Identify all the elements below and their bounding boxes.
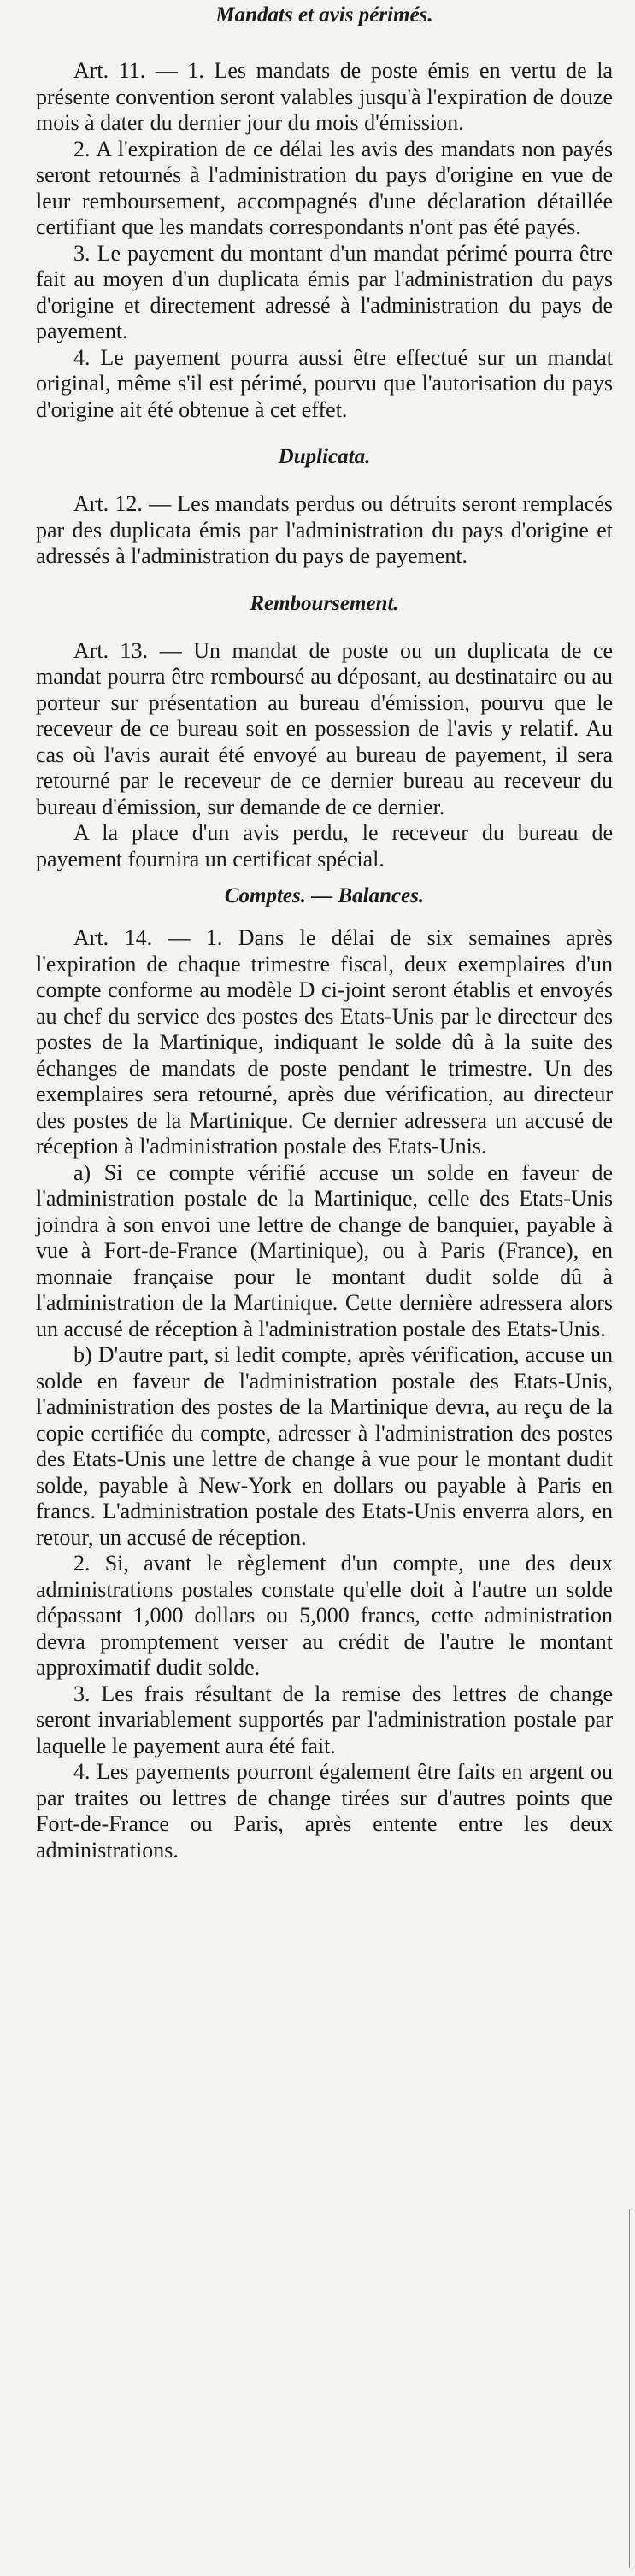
paragraph-art-14-b: b) D'autre part, si ledit compte, après vérification, accuse un solde en faveur de l'administration postale des Etats-Unis, l'administration des postes de la Martinique devra, au reçu de la copie certifiée du compte, adresser à l'administration des postes des Etats-Unis une lettre de change à vue pour le montant dudit solde, payable à New-York en dollars ou payable à Paris en francs. L'administration postale des Etats-Unis enverra alors, en retour, un accusé de réception. (36, 1342, 613, 1550)
section-heading-comptes-balances: Comptes. — Balances. (224, 884, 425, 907)
section-heading-mandats-perimes: Mandats et avis périmés. (215, 3, 433, 26)
section-heading-remboursement: Remboursement. (250, 591, 399, 615)
paragraph-art-11-3: 3. Le payement du montant d'un mandat périmé pourra être fait au moyen d'un duplicata émis par l'administration du pays d'origine et directement adressé à l'administration du pays de payement. (36, 240, 613, 343)
paragraph-art-14-4: 4. Les payements pourront également être faits en argent ou par traites ou lettres de change tirées sur d'autres points que Fort-de-France ou Paris, après entente entre les deux administrations. (36, 1759, 613, 1863)
paragraph-art-14-1: Art. 14. — 1. Dans le délai de six semaines après l'expiration de chaque trimestre fiscal, deux exemplaires d'un compte conforme au modèle D ci-joint seront établis et envoyés au chef du service des postes des Etats-Unis par le directeur des postes de la Martinique, indiquant le solde dû à la suite des échanges de mandats de poste pendant le trimestre. Un des exemplaires sera retourné, après due vérification, au directeur des postes de la Martinique. Ce dernier adressera un accusé de réception à l'administration postale des Etats-Unis. (36, 925, 613, 1159)
paragraph-art-14-2: 2. Si, avant le règlement d'un compte, une des deux administrations postales constate qu'elle doit à l'autre un solde dépassant 1,000 dollars ou 5,000 francs, cette administration devra promptement verser au crédit de l'autre le montant approximatif dudit solde. (36, 1551, 613, 1680)
paragraph-art-11-1: Art. 11. — 1. Les mandats de poste émis en vertu de la présente convention seront valables jusqu'à l'expiration de douze mois à dater du dernier jour du mois d'émission. (36, 58, 613, 135)
paragraph-art-11-2: 2. A l'expiration de ce délai les avis des mandats non payés seront retournés à l'administration du pays d'origine en vue de leur remboursement, accompagnés d'une déclaration détaillée certifiant que les mandats correspondants n'ont pas été payés. (36, 136, 613, 239)
paragraph-art-13-avis-perdu: A la place d'un avis perdu, le receveur du bureau de payement fournira un certificat spécial. (36, 820, 613, 871)
paragraph-art-12: Art. 12. — Les mandats perdus ou détruits seront remplacés par des duplicata émis par l'administration du pays d'origine et adressés à l'administration du pays de payement. (36, 491, 613, 568)
column-rule (629, 2209, 630, 2568)
paragraph-art-13: Art. 13. — Un mandat de poste ou un duplicata de ce mandat pourra être remboursé au déposant, au destinataire ou au porteur sur présentation au bureau d'émission, pourvu que le receveur de ce bureau soit en possession de l'avis y relatif. Au cas où l'avis aurait été envoyé au bureau de payement, il sera retourné par le receveur de ce dernier bureau au receveur du bureau d'émission, sur demande de ce dernier. (36, 637, 613, 819)
section-heading-duplicata: Duplicata. (278, 445, 371, 468)
paragraph-art-14-3: 3. Les frais résultant de la remise des lettres de change seront invariablement supportés par l'administration postale par laquelle le payement aura été fait. (36, 1681, 613, 1758)
paragraph-art-11-4: 4. Le payement pourra aussi être effectué sur un mandat original, même s'il est périmé, pourvu que l'autorisation du pays d'origine ait été obtenue à cet effet. (36, 344, 613, 422)
paragraph-art-14-a: a) Si ce compte vérifié accuse un solde en faveur de l'administration postale de la Martinique, celle des Etats-Unis joindra à son envoi une lettre de change de banquier, payable à vue à Fort-de-France (Martinique), ou à Paris (France), en monnaie française pour le montant dudit solde dû à l'administration de la Martinique. Cette dernière adressera alors un accusé de réception à l'administration postale des Etats-Unis. (36, 1159, 613, 1341)
